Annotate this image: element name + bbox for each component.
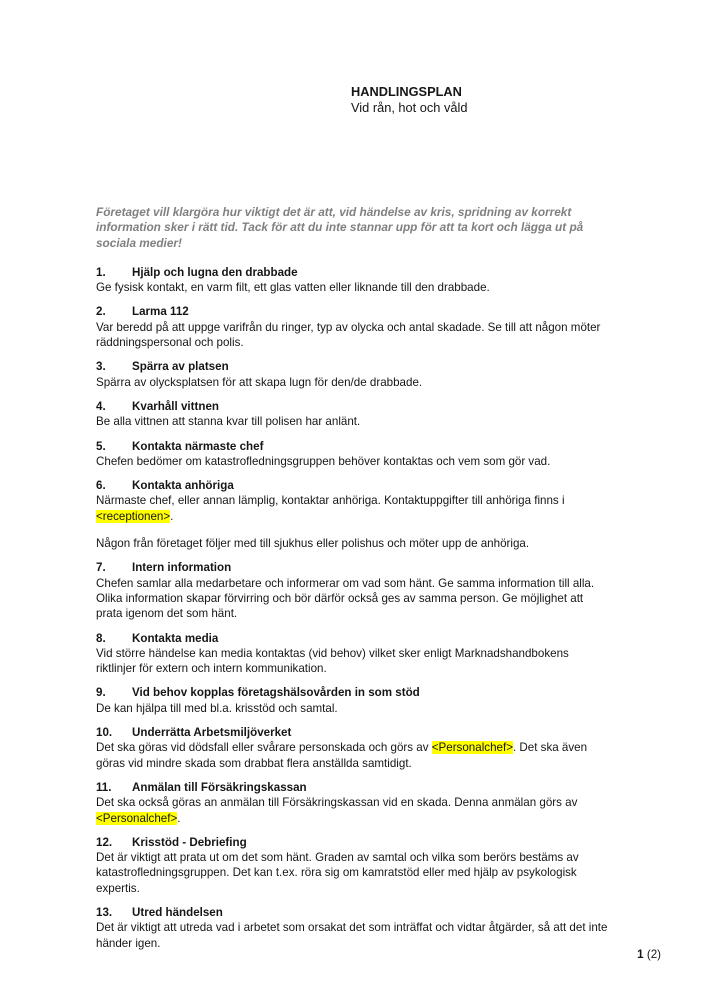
section-heading	[96, 905, 611, 920]
section-paragraph	[96, 576, 611, 622]
section-paragraph	[96, 646, 611, 677]
section-number: 8.	[96, 631, 106, 645]
section-title: Underrätta Arbetsmiljöverket	[132, 726, 292, 740]
section-number: 3.	[96, 360, 106, 374]
text-segment: Någon från företaget följer med till sjukhus eller polishus och möter upp de anhöriga.	[96, 537, 530, 551]
text-segment: Chefen bedömer om katastrofledningsgruppen behöver kontaktas och vem som gör vad.	[96, 454, 551, 468]
section-title: Spärra av platsen	[132, 360, 229, 374]
section-title: Hjälp och lugna den drabbade	[132, 265, 298, 279]
section-heading	[96, 478, 611, 493]
text-segment: Be alla vittnen att stanna kvar till polisen har anlänt.	[96, 415, 361, 429]
section-number: 4.	[96, 399, 106, 413]
text-segment: De kan hjälpa till med bl.a. krisstöd och samtal.	[96, 701, 338, 715]
section-number: 2.	[96, 305, 106, 319]
page-number: 1	[637, 948, 644, 961]
section-title: Kontakta media	[132, 631, 219, 645]
section-heading	[96, 685, 611, 700]
section-heading	[96, 399, 611, 414]
section-number: 1.	[96, 265, 106, 279]
section-title: Kvarhåll vittnen	[132, 399, 219, 413]
section-number: 9.	[96, 686, 106, 700]
text-segment: Ge fysisk kontakt, en varm filt, ett glas vatten eller liknande till den drabbade.	[96, 281, 490, 295]
section-paragraph	[96, 414, 611, 429]
text-segment: Var beredd på att uppge varifrån du ringer, typ av olycka och antal skadade. Se till att någon möter räddningspersonal och polis.	[96, 320, 601, 350]
title-block	[351, 84, 611, 115]
section-paragraph	[96, 320, 611, 351]
section-number: 7.	[96, 561, 106, 575]
highlighted-placeholder: <Personalchef>	[96, 811, 178, 825]
text-segment: .	[170, 509, 174, 523]
document-body	[96, 265, 611, 951]
section-number: 12.	[96, 835, 113, 849]
section-paragraph	[96, 795, 611, 826]
section-heading	[96, 439, 611, 454]
text-segment: . Det ska även göras vid mindre skada som drabbat flera anställda samtidigt.	[96, 741, 588, 770]
section-heading	[96, 725, 611, 740]
text-segment: Närmaste chef, eller annan lämplig, kontaktar anhöriga. Kontaktuppgifter till anhöriga finns i	[96, 494, 565, 508]
section-number: 13.	[96, 905, 113, 919]
document-title: HANDLINGSPLAN	[351, 84, 462, 99]
section-paragraph	[96, 375, 611, 390]
section-heading	[96, 631, 611, 646]
section-heading	[96, 304, 611, 319]
section-paragraph	[96, 920, 611, 951]
body-paragraph	[96, 536, 611, 551]
document-subtitle: Vid rån, hot och våld	[351, 99, 468, 115]
section-heading	[96, 780, 611, 795]
section-number: 10.	[96, 726, 113, 740]
section-title: Anmälan till Försäkringskassan	[132, 780, 307, 794]
page-total: (2)	[646, 948, 661, 961]
text-segment: .	[177, 811, 181, 825]
text-segment: Spärra av olycksplatsen för att skapa lugn för den/de drabbade.	[96, 375, 423, 389]
section-paragraph	[96, 454, 611, 469]
text-segment: Vid större händelse kan media kontaktas (vid behov) vilket sker enligt Marknadshandbokens riktlinjer för extern och intern kommunikation.	[96, 646, 569, 676]
section-title: Kontakta anhöriga	[132, 479, 234, 493]
section-paragraph	[96, 740, 611, 771]
section-number: 11.	[96, 780, 112, 794]
highlighted-placeholder: <receptionen>	[96, 509, 171, 523]
section-number: 6.	[96, 479, 106, 493]
section-number: 5.	[96, 439, 106, 453]
section-title: Kontakta närmaste chef	[132, 439, 264, 453]
text-segment: Det ska göras vid dödsfall eller svårare personskada och görs av	[96, 741, 432, 755]
section-title: Utred händelsen	[132, 905, 223, 919]
text-segment: Chefen samlar alla medarbetare och informerar om vad som hänt. Ge samma information till alla. Olika information skapar förvirring och bör därför också ges av samma person. Ge möjlighet att prata igenom det som hänt.	[96, 576, 595, 621]
section-heading	[96, 265, 611, 280]
intro-paragraph: Företaget vill klargöra hur viktigt det är att, vid händelse av kris, spridning av korrekt information sker i rätt tid. Tack för att du inte stannar upp för att ta kort och lägga ut på sociala medier!	[96, 205, 584, 250]
section-heading	[96, 359, 611, 374]
section-title: Intern information	[132, 561, 232, 575]
text-segment: Det ska också göras an anmälan till Försäkringskassan vid en skada. Denna anmälan görs av	[96, 796, 578, 810]
section-paragraph	[96, 850, 611, 896]
section-title: Krisstöd - Debriefing	[132, 835, 247, 849]
section-title: Larma 112	[132, 305, 189, 319]
highlighted-placeholder: <Personalchef>	[431, 741, 513, 755]
page-footer	[637, 947, 661, 962]
text-segment: Det är viktigt att utreda vad i arbetet som orsakat det som inträffat och vidtar åtgärder, så att det inte händer igen.	[96, 921, 608, 950]
section-title: Vid behov kopplas företagshälsovården in som stöd	[132, 686, 420, 700]
section-paragraph	[96, 280, 611, 295]
section-paragraph	[96, 701, 611, 716]
section-heading	[96, 560, 611, 575]
section-paragraph	[96, 493, 611, 524]
text-segment: Det är viktigt att prata ut om det som hänt. Graden av samtal och vilka som berörs bestäms av katastrofledningsgruppen. Det kan t.ex. röra sig om kamratstöd eller med hjälp av psykologisk expertis.	[96, 851, 579, 895]
section-heading	[96, 835, 611, 850]
